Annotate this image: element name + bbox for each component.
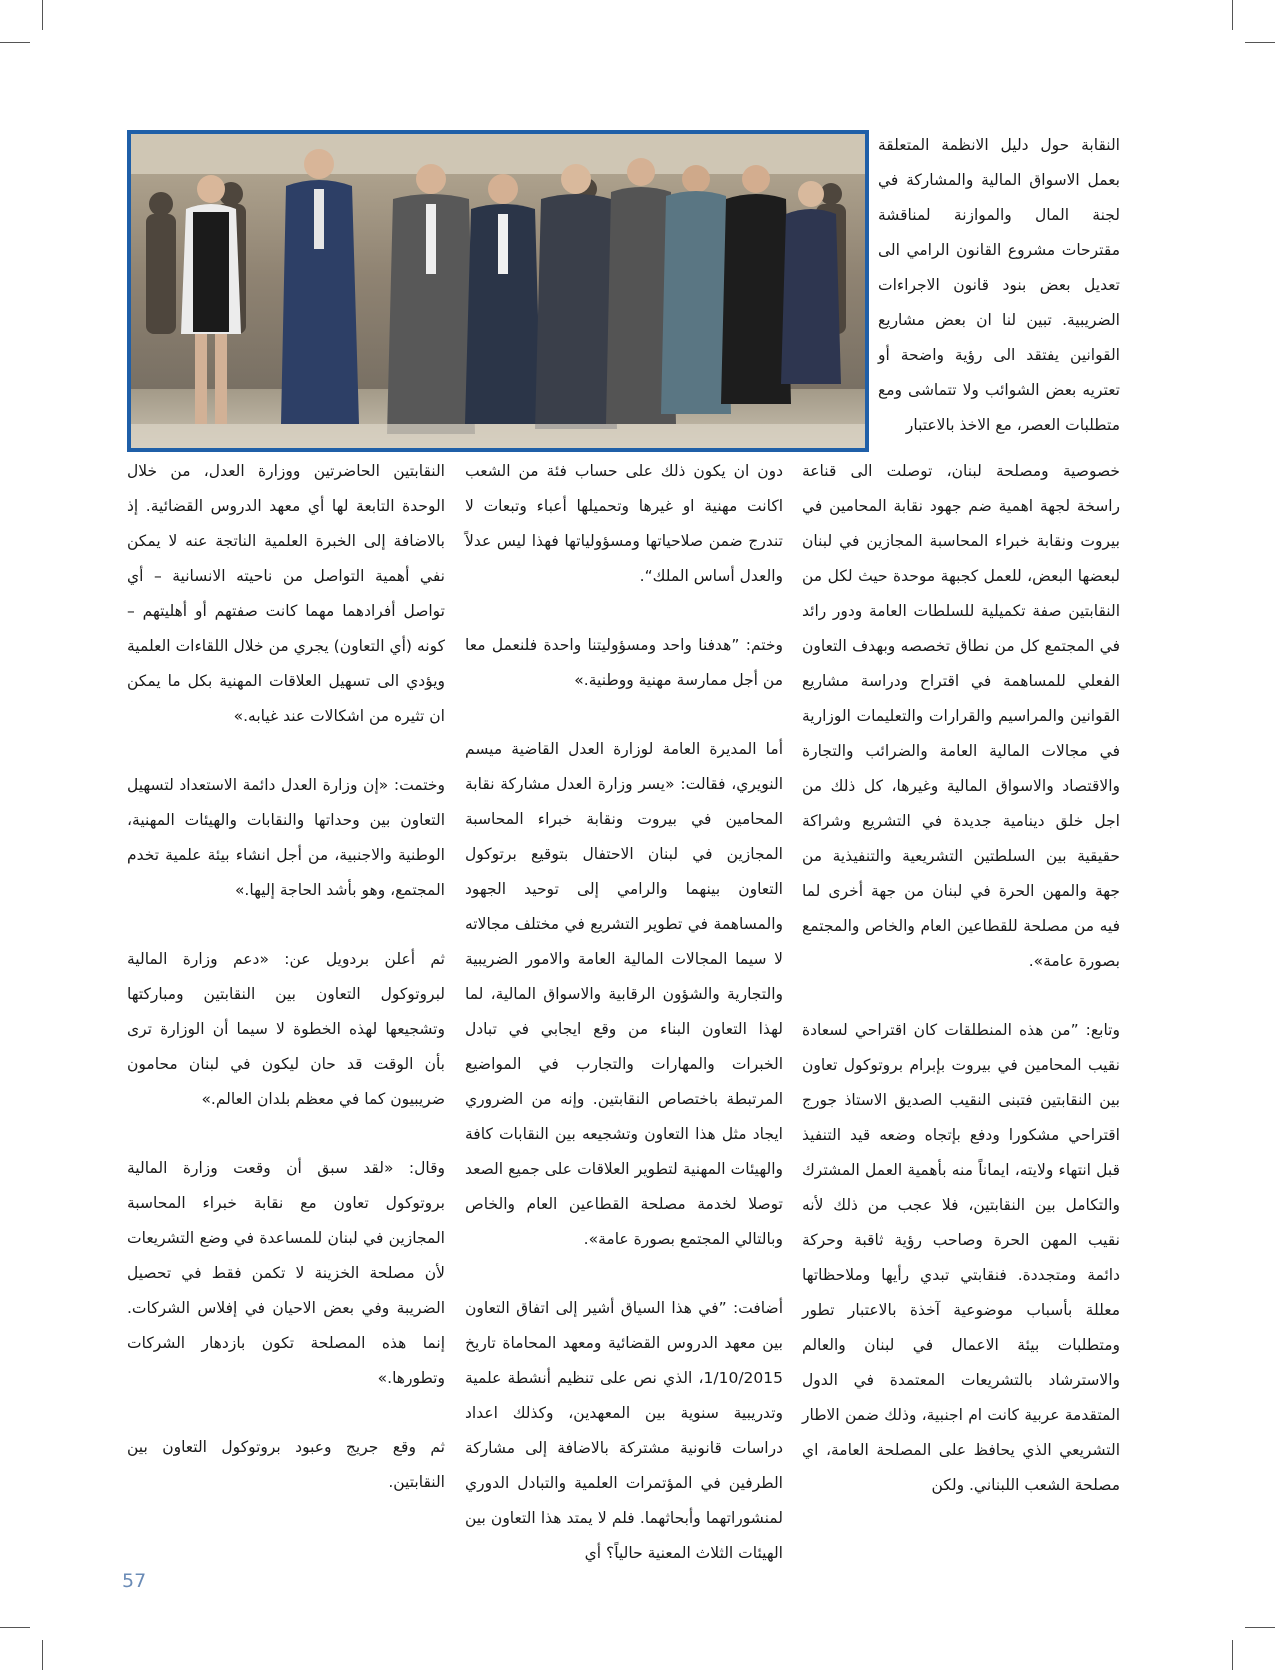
paragraph: وقال: «لقد سبق أن وقعت وزارة المالية بروتوكول تعاون مع نقابة خبراء المحاسبة المجازين في لبنان للمساعدة في وضع التشريعات لأن مصلحة الخزينة لا تكمن فقط في تحصيل الضريبة وفي بعض الاحيان في إفلاس الشركات. إنما هذه المصلحة تكون بازدهار الشركات وتطورها.»	[127, 1159, 445, 1387]
crop-mark	[1245, 1627, 1275, 1628]
crop-mark	[0, 42, 30, 43]
paragraph: أما المديرة العامة لوزارة العدل القاضية ميسم النويري، فقالت: «يسر وزارة العدل مشاركة نقابة المحامين في بيروت ونقابة خبراء المحاسبة المجازين في لبنان الاحتفال بتوقيع برتوكول التعاون بينهما والرامي إلى توحيد الجهود والمساهمة في تطوير التشريع في مختلف مجالاته لا سيما المجالات المالية العامة والامور الضريبية والتجارية والشؤون الرقابية والاسواق المالية، لما لهذا التعاون البناء من وقع ايجابي في تبادل الخبرات والمهارات والتجارب في المواضيع المرتبطة باختصاص النقابتين. وإنه من الضروري ايجاد مثل هذا التعاون وتشجيعه بين النقابات كافة والهيئات المهنية لتطوير العلاقات على جميع الصعد توصلا لخدمة مصلحة القطاعين العام والخاص وبالتالي المجتمع بصورة عامة».	[465, 740, 783, 1248]
paragraph: ثم أعلن بردويل عن: «دعم وزارة المالية لبروتوكول التعاون بين النقابتين ومباركتها وتشجيعها لهذه الخطوة لا سيما أن الوزارة ترى بأن الوقت قد حان ليكون في لبنان محامون ضريبيون كما في معظم بلدان العالم.»	[127, 950, 445, 1108]
paragraph: دون ان يكون ذلك على حساب فئة من الشعب اكانت مهنية او غيرها وتحميلها أعباء وتبعات لا تندرج ضمن صلاحياتها ومسؤولياتها فهذا ليس عدلاً والعدل أساس الملك“.	[465, 462, 783, 585]
article-column-3	[127, 454, 445, 1534]
paragraph: النقابة حول دليل الانظمة المتعلقة بعمل الاسواق المالية والمشاركة في لجنة المال والموازنة لمناقشة مقترحات مشروع القانون الرامي الى تعديل بعض بنود قانون الاجراءات الضريبية. تبين لنا ان بعض مشاريع القوانين يفتقد الى رؤية واضحة أو تعتريه بعض الشوائب ولا تتماشى ومع متطلبات العصر، مع الاخذ بالاعتبار	[878, 136, 1120, 434]
crop-mark	[1232, 1640, 1233, 1670]
crop-mark	[0, 1627, 30, 1628]
article-column-1-top	[878, 128, 1120, 443]
paragraph: النقابتين الحاضرتين ووزارة العدل، من خلال الوحدة التابعة لها أي معهد الدروس القضائية. إذ بالاضافة إلى الخبرة العلمية الناتجة عنه لا يمكن نفي أهمية التواصل من ناحيته الانسانية – أي تواصل أفرادهما مهما كانت صفتهم أو أهليتهم – كونه (أي التعاون) يجري من خلال اللقاءات العلمية ويؤدي الى تسهيل العلاقات المهنية بكل ما يمكن ان تثيره من اشكالات عند غيابه.»	[127, 462, 445, 725]
crop-mark	[1245, 42, 1275, 43]
paragraph: ثم وقع جريج وعبود بروتوكول التعاون بين النقابتين.	[127, 1438, 445, 1491]
article-column-1	[802, 454, 1120, 1537]
crop-mark	[1232, 0, 1233, 30]
crop-mark	[42, 1640, 43, 1670]
paragraph: أضافت: ”في هذا السياق أشير إلى اتفاق التعاون بين معهد الدروس القضائية ومعهد المحاماة تاريخ 1/10/2015، الذي نص على تنظيم أنشطة علمية وتدريبية سنوية بين المعهدين، وكذلك اعداد دراسات قانونية مشتركة بالاضافة إلى مشاركة الطرفين في المؤتمرات العلمية والتبادل الدوري لمنشوراتهما وأبحاثهما. فلم لا يمتد هذا التعاون بين الهيئات الثلاث المعنية حالياً؟ أي	[465, 1299, 783, 1562]
page-number: 57	[122, 1570, 147, 1592]
paragraph: وختم: ”هدفنا واحد ومسؤوليتنا واحدة فلنعمل معا من أجل ممارسة مهنية ووطنية.»	[465, 636, 783, 689]
crop-mark	[42, 0, 43, 30]
paragraph: وتابع: ”من هذه المنطلقات كان اقتراحي لسعادة نقيب المحامين في بيروت بإبرام بروتوكول تعاون بين النقابتين فتبنى النقيب الصديق الاستاذ جورج اقتراحي مشكورا ودفع بإتجاه وضعه قيد التنفيذ قبل انتهاء ولايته، ايماناً منه بأهمية العمل المشترك والتكامل بين النقابتين، فلا عجب من ذلك لأنه نقيب المهن الحرة وصاحب رؤية ثاقبة وحركة دائمة ومتجددة. فنقابتي تبدي رأيها وملاحظاتها معللة بأسباب موضوعية آخذة بالاعتبار تطور ومتطلبات بيئة الاعمال في لبنان والعالم والاسترشاد بالتشريعات المعتمدة في الدول المتقدمة عربية كانت ام اجنبية، وذلك ضمن الاطار التشريعي الذي يحافظ على المصلحة العامة، اي مصلحة الشعب اللبناني. ولكن	[802, 1021, 1120, 1494]
photo-illustration	[131, 134, 865, 448]
event-photo	[127, 130, 869, 452]
article-column-2	[465, 454, 783, 1605]
paragraph: خصوصية ومصلحة لبنان، توصلت الى قناعة راسخة لجهة اهمية ضم جهود نقابة المحامين في بيروت ونقابة خبراء المحاسبة المجازين في لبنان لبعضها البعض، للعمل كجبهة موحدة حيث لكل من النقابتين صفة تكميلية للسلطات العامة ودور رائد في المجتمع كل من نطاق تخصصه وبهدف التعاون الفعلي للمساهمة في اقتراح ودراسة مشاريع القوانين والمراسيم والقرارات والتعليمات الوزارية في مجالات المالية العامة والضرائب والتجارة والاقتصاد والاسواق المالية وغيرها، كل ذلك من اجل خلق دينامية جديدة في التشريع وشراكة حقيقية بين السلطتين التشريعية والتنفيذية من جهة والمهن الحرة في لبنان من جهة أخرى لما فيه من مصلحة للقطاعين العام والخاص والمجتمع بصورة عامة».	[802, 462, 1120, 970]
paragraph: وختمت: «إن وزارة العدل دائمة الاستعداد لتسهيل التعاون بين وحداتها والنقابات والهيئات المهنية، الوطنية والاجنبية، من أجل انشاء بيئة علمية تخدم المجتمع، وهو بأشد الحاجة إليها.»	[127, 776, 445, 899]
